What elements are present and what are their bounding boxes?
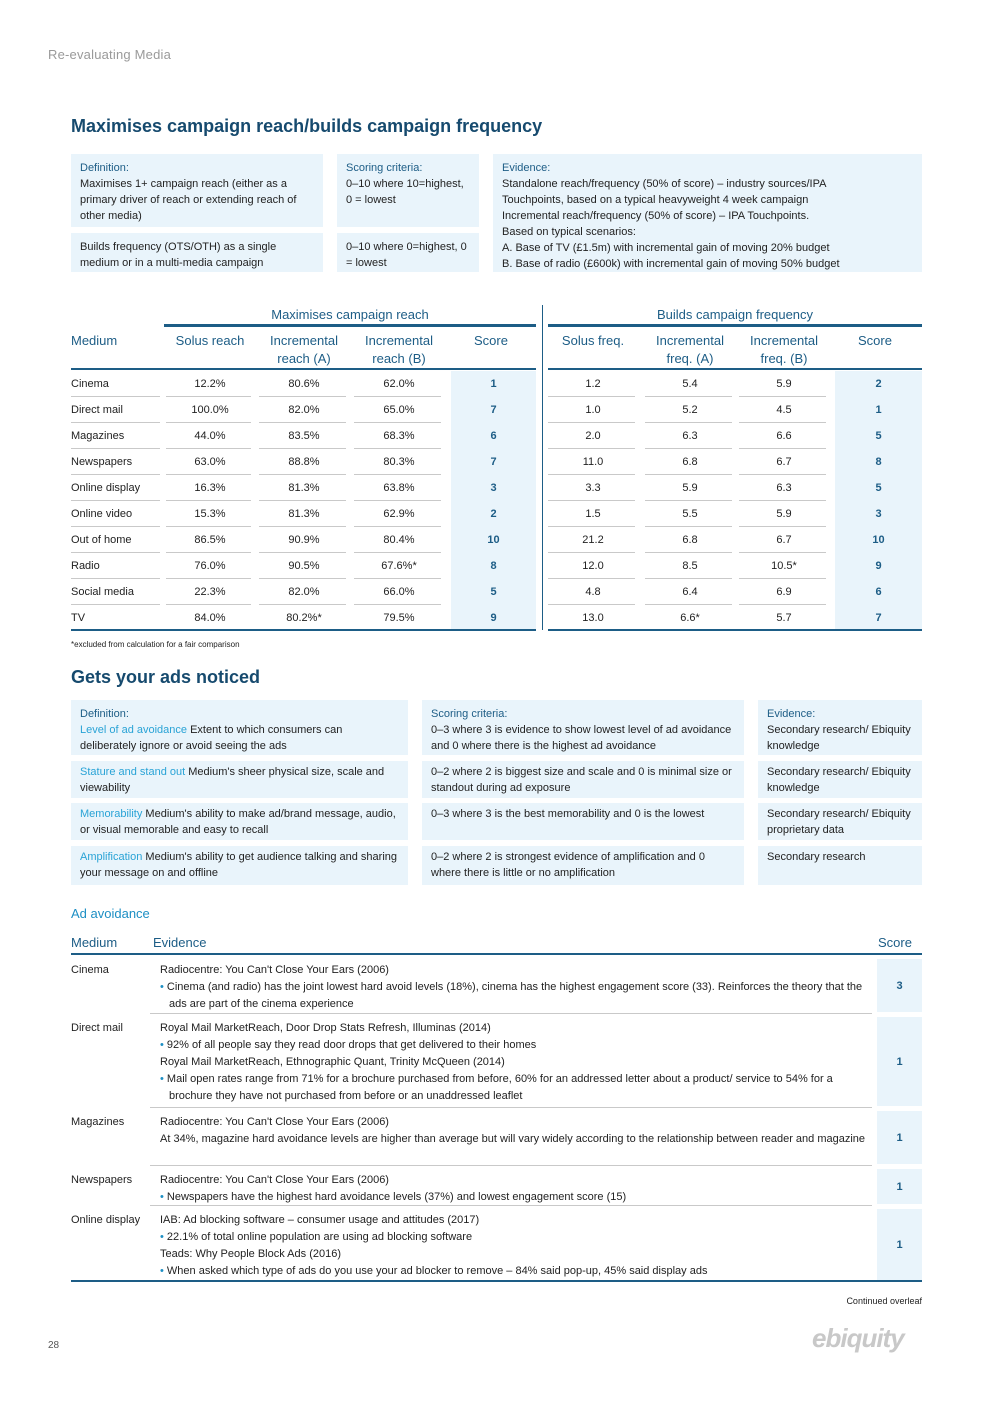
col-header-incr-freq-a: Incremental freq. (A)	[656, 333, 724, 366]
criteria-evidence: Secondary research	[767, 851, 866, 863]
cell-incr-reach-a: 80.2%*	[286, 612, 322, 624]
cell-solus-reach: 76.0%	[194, 560, 226, 572]
scoring-box-1	[337, 154, 479, 227]
cell-incr-reach-a: 81.3%	[288, 482, 320, 494]
evidence-row	[71, 957, 922, 1012]
evidence-row	[71, 1109, 922, 1164]
cell-freq-score: 3	[835, 501, 922, 527]
running-header: Re-evaluating Media	[48, 47, 172, 62]
cell-freq-score: 7	[835, 605, 922, 631]
row-evidence	[160, 1172, 870, 1206]
evidence-bullet: • 92% of all people say they read door drops that get delivered to their homes	[160, 1037, 870, 1054]
evidence-line: Touchpoints, based on a typical heavyweight 4 week campaign	[502, 194, 809, 206]
evidence-label: Evidence:	[502, 162, 551, 174]
criteria-scoring: 0–3 where 3 is the best memorability and 0 is the lowest	[431, 808, 705, 820]
evidence-source: Royal Mail MarketReach, Door Drop Stats Refresh, Illuminas (2014)	[160, 1022, 491, 1034]
continued-note: Continued overleaf	[846, 1296, 922, 1306]
criteria-term: Memorability	[80, 808, 143, 820]
table-row	[71, 371, 922, 397]
cell-solus-freq: 1.5	[585, 508, 601, 520]
cell-incr-reach-b: 67.6%*	[381, 560, 417, 572]
evidence-row	[71, 1167, 922, 1204]
row-rule	[150, 1205, 872, 1206]
cell-incr-reach-b: 66.0%	[383, 586, 415, 598]
criteria-text: Medium's sheer physical size, scale and viewability	[80, 766, 385, 794]
cell-incr-reach-a: 82.0%	[288, 404, 320, 416]
t2-col-header-medium: Medium	[71, 935, 118, 950]
table-row	[71, 553, 922, 579]
row-medium: Direct mail	[71, 1022, 123, 1034]
cell-medium: Magazines	[71, 430, 125, 442]
cell-incr-freq-b: 5.7	[776, 612, 792, 624]
cell-solus-reach: 86.5%	[194, 534, 226, 546]
cell-medium: Social media	[71, 586, 134, 598]
table-row	[71, 579, 922, 605]
cell-reach-score: 2	[451, 501, 536, 527]
criteria-scoring: 0–2 where 2 is biggest size and scale and 0 is minimal size or standout during ad exposure	[431, 766, 732, 794]
scoring-box-2	[337, 233, 479, 272]
table-row	[71, 605, 922, 631]
cell-incr-reach-a: 80.6%	[288, 378, 320, 390]
table-bottom-rule	[548, 629, 922, 631]
cell-solus-reach: 44.0%	[194, 430, 226, 442]
evidence-source: IAB: Ad blocking software – consumer usage and attitudes (2017)	[160, 1214, 480, 1226]
cell-medium: Online video	[71, 508, 133, 520]
table-row	[71, 527, 922, 553]
row-medium: Cinema	[71, 964, 109, 976]
cell-medium: TV	[71, 612, 86, 624]
criteria-definition	[80, 764, 399, 796]
row-medium: Newspapers	[71, 1174, 133, 1186]
evidence-bullet: • Newspapers have the highest hard avoidance levels (37%) and lowest engagement score (15)	[160, 1189, 870, 1206]
cell-reach-score: 1	[451, 371, 536, 397]
cell-incr-reach-b: 63.8%	[383, 482, 415, 494]
section-title-reach: Maximises campaign reach/builds campaign frequency	[71, 116, 543, 136]
definition-label: Definition:	[80, 162, 129, 174]
col-header-incr-freq-b: Incremental freq. (B)	[750, 333, 818, 366]
cell-solus-reach: 16.3%	[194, 482, 226, 494]
cell-freq-score: 10	[835, 527, 922, 553]
evidence-line: B. Base of radio (£600k) with incremental gain of moving 50% budget	[502, 258, 840, 270]
cell-incr-freq-b: 5.9	[776, 508, 792, 520]
evidence-line: Incremental reach/frequency (50% of score) – IPA Touchpoints.	[502, 210, 810, 222]
row-rule	[150, 1013, 872, 1014]
t2-col-header-evidence: Evidence	[153, 935, 207, 950]
cell-solus-freq: 1.2	[585, 378, 601, 390]
cell-incr-freq-b: 6.7	[776, 456, 792, 468]
criteria-evidence-box	[758, 700, 922, 755]
cell-incr-freq-a: 5.4	[682, 378, 698, 390]
cell-solus-reach: 63.0%	[194, 456, 226, 468]
cell-medium: Direct mail	[71, 404, 123, 416]
evidence-source: Royal Mail MarketReach, Ethnographic Quant, Trinity McQueen (2014)	[160, 1056, 505, 1068]
cell-incr-reach-b: 80.3%	[383, 456, 415, 468]
table-row	[71, 423, 922, 449]
criteria-scoring-box	[422, 761, 744, 798]
row-score: 1	[877, 1209, 922, 1280]
definition-text-2: Builds frequency (OTS/OTH) as a single medium or in a multi-media campaign	[80, 241, 277, 269]
table-bottom-rule	[71, 629, 536, 631]
definition-text-1: Maximises 1+ campaign reach (either as a primary driver of reach or extending reach of other media)	[80, 178, 297, 222]
cell-freq-score: 2	[835, 371, 922, 397]
evidence-box	[493, 154, 922, 272]
criteria-scoring-box	[422, 846, 744, 885]
evidence-line: A. Base of TV (£1.5m) with incremental gain of moving 20% budget	[502, 242, 830, 254]
cell-incr-freq-a: 6.6*	[680, 612, 700, 624]
t2-col-header-score: Score	[878, 935, 912, 950]
cell-solus-freq: 11.0	[582, 456, 604, 468]
cell-solus-freq: 3.3	[585, 482, 601, 494]
cell-medium: Online display	[71, 482, 141, 494]
section-title-noticed: Gets your ads noticed	[71, 667, 261, 687]
cell-medium: Out of home	[71, 534, 132, 546]
t2-bottom-rule	[71, 1280, 922, 1282]
evidence-row	[71, 1207, 922, 1280]
criteria-term: Level of ad avoidance	[80, 724, 188, 736]
cell-freq-score: 6	[835, 579, 922, 605]
cell-incr-freq-a: 8.5	[682, 560, 698, 572]
cell-medium: Cinema	[71, 378, 109, 390]
cell-freq-score: 9	[835, 553, 922, 579]
cell-incr-freq-a: 6.8	[682, 534, 698, 546]
cell-medium: Radio	[71, 560, 100, 572]
table-row	[71, 449, 922, 475]
cell-incr-reach-a: 90.9%	[288, 534, 320, 546]
cell-reach-score: 9	[451, 605, 536, 631]
col-header-medium: Medium	[71, 333, 118, 348]
cell-incr-reach-b: 65.0%	[383, 404, 415, 416]
criteria-scoring: 0–3 where 3 is evidence to show lowest level of ad avoidance and 0 where there is the highest ad avoidance	[431, 724, 732, 752]
col-header-score-freq: Score	[858, 333, 892, 348]
col-header-incr-reach-b: Incremental reach (B)	[365, 333, 433, 366]
group-header-reach: Maximises campaign reach	[164, 307, 536, 327]
cell-solus-freq: 21.2	[582, 534, 604, 546]
criteria-term: Stature and stand out	[80, 766, 186, 778]
cell-incr-freq-b: 6.9	[776, 586, 792, 598]
criteria-definition-box	[71, 846, 408, 885]
row-score: 3	[877, 959, 922, 1012]
definition-box-1	[71, 154, 323, 227]
cell-incr-freq-a: 5.2	[682, 404, 698, 416]
definition-box-2	[71, 233, 323, 272]
header-rule	[71, 368, 536, 370]
cell-freq-score: 8	[835, 449, 922, 475]
cell-solus-freq: 12.0	[582, 560, 604, 572]
group-header-frequency: Builds campaign frequency	[548, 307, 922, 327]
col-header-solus-reach: Solus reach	[175, 333, 245, 348]
row-rule	[150, 1165, 872, 1166]
evidence-source: Radiocentre: You Can't Close Your Ears (2006)	[160, 1116, 389, 1128]
cell-solus-reach: 22.3%	[194, 586, 226, 598]
cell-reach-score: 6	[451, 423, 536, 449]
page-number: 28	[48, 1340, 60, 1351]
cell-solus-reach: 12.2%	[194, 378, 226, 390]
criteria-definition	[80, 849, 399, 881]
cell-incr-reach-b: 62.9%	[383, 508, 415, 520]
evidence-bullet: • 22.1% of total online population are using ad blocking software	[160, 1229, 870, 1246]
row-score: 1	[877, 1017, 922, 1106]
cell-incr-reach-b: 68.3%	[383, 430, 415, 442]
evidence-line: Standalone reach/frequency (50% of score) – industry sources/IPA	[502, 178, 827, 190]
criteria-text: Medium's ability to get audience talking and sharing your message on and offline	[80, 851, 398, 879]
evidence-bullet: • When asked which type of ads do you use your ad blocker to remove – 84% said pop-up, 45% said display ads	[160, 1263, 870, 1280]
cell-incr-freq-a: 5.9	[682, 482, 698, 494]
cell-freq-score: 1	[835, 397, 922, 423]
criteria-definition-box	[71, 700, 408, 755]
cell-incr-freq-b: 10.5*	[771, 560, 797, 572]
row-medium: Online display	[71, 1214, 141, 1226]
cell-incr-freq-b: 6.7	[776, 534, 792, 546]
evidence-row	[71, 1015, 922, 1106]
cell-solus-reach: 84.0%	[194, 612, 226, 624]
criteria-text: Extent to which consumers can deliberately ignore or avoid seeing the ads	[80, 724, 343, 752]
col-header-solus-freq: Solus freq.	[561, 333, 625, 348]
row-rule	[150, 1107, 872, 1108]
cell-reach-score: 3	[451, 475, 536, 501]
definition-label: Definition:	[80, 708, 129, 720]
evidence-bullet: • Mail open rates range from 71% for a brochure purchased from before, 60% for an addressed letter about a product/ service to 54% for a brochure they have not purchased from before or an unaddressed leaflet	[160, 1071, 870, 1105]
evidence-source: Radiocentre: You Can't Close Your Ears (2006)	[160, 964, 389, 976]
scoring-label: Scoring criteria:	[346, 162, 423, 174]
cell-incr-reach-a: 82.0%	[288, 586, 320, 598]
cell-incr-reach-b: 80.4%	[383, 534, 415, 546]
table-row	[71, 475, 922, 501]
cell-freq-score: 5	[835, 423, 922, 449]
row-evidence	[160, 1212, 870, 1280]
criteria-text: Medium's ability to make ad/brand message, audio, or visual memorable and easy to recall	[80, 808, 396, 836]
criteria-definition	[80, 806, 399, 838]
criteria-term: Amplification	[80, 851, 143, 863]
criteria-scoring-box	[422, 803, 744, 840]
evidence-line: Based on typical scenarios:	[502, 226, 636, 238]
cell-solus-freq: 2.0	[585, 430, 601, 442]
cell-solus-reach: 100.0%	[191, 404, 229, 416]
cell-incr-freq-a: 5.5	[682, 508, 698, 520]
criteria-evidence: Secondary research/ Ebiquity knowledge	[767, 766, 911, 794]
row-score: 1	[877, 1111, 922, 1164]
t2-header-rule	[71, 953, 922, 955]
cell-reach-score: 7	[451, 449, 536, 475]
criteria-definition	[80, 722, 399, 754]
subsection-title: Ad avoidance	[71, 906, 150, 921]
evidence-source: At 34%, magazine hard avoidance levels are higher than average but will vary widely according to the relationship between reader and magazine	[160, 1133, 866, 1145]
evidence-source: Radiocentre: You Can't Close Your Ears (2006)	[160, 1174, 389, 1186]
cell-reach-score: 5	[451, 579, 536, 605]
cell-reach-score: 10	[451, 527, 536, 553]
criteria-definition-box	[71, 761, 408, 798]
scoring-text-2: 0–10 where 0=highest, 0 = lowest	[346, 241, 467, 269]
row-evidence	[160, 1114, 870, 1148]
cell-incr-reach-b: 79.5%	[383, 612, 415, 624]
table-footnote: *excluded from calculation for a fair comparison	[71, 640, 240, 649]
criteria-evidence: Secondary research/ Ebiquity knowledge	[767, 724, 911, 752]
cell-incr-freq-b: 5.9	[776, 378, 792, 390]
criteria-scoring: 0–2 where 2 is strongest evidence of amplification and 0 where there is little or no amplification	[431, 851, 705, 879]
cell-incr-freq-b: 6.6	[776, 430, 792, 442]
row-score: 1	[877, 1169, 922, 1204]
cell-solus-reach: 15.3%	[194, 508, 226, 520]
criteria-evidence-box	[758, 846, 922, 885]
col-header-incr-reach-a: Incremental reach (A)	[270, 333, 338, 366]
table-row	[71, 397, 922, 423]
table-row	[71, 501, 922, 527]
criteria-evidence-box	[758, 803, 922, 840]
cell-incr-freq-a: 6.8	[682, 456, 698, 468]
cell-incr-reach-a: 88.8%	[288, 456, 320, 468]
cell-reach-score: 7	[451, 397, 536, 423]
cell-solus-freq: 1.0	[585, 404, 601, 416]
scoring-text-1: 0–10 where 10=highest, 0 = lowest	[346, 178, 464, 206]
cell-incr-freq-b: 6.3	[776, 482, 792, 494]
header-rule	[548, 368, 922, 370]
evidence-source: Teads: Why People Block Ads (2016)	[160, 1248, 341, 1260]
evidence-bullet: • Cinema (and radio) has the joint lowest hard avoid levels (18%), cinema has the highest engagement score (33). Reinforces the theory that the ads are part of the cinema experience	[160, 979, 870, 1013]
col-header-score-reach: Score	[474, 333, 508, 348]
row-evidence	[160, 1020, 870, 1105]
cell-incr-reach-b: 62.0%	[383, 378, 415, 390]
cell-reach-score: 8	[451, 553, 536, 579]
cell-incr-reach-a: 90.5%	[288, 560, 320, 572]
cell-incr-freq-b: 4.5	[776, 404, 792, 416]
criteria-definition-box	[71, 803, 408, 840]
criteria-evidence-box	[758, 761, 922, 798]
cell-incr-reach-a: 81.3%	[288, 508, 320, 520]
cell-medium: Newspapers	[71, 456, 133, 468]
scoring-label: Scoring criteria:	[431, 708, 508, 720]
criteria-scoring-box	[422, 700, 744, 755]
ebiquity-logo: ebiquity	[812, 1323, 904, 1353]
cell-freq-score: 5	[835, 475, 922, 501]
cell-solus-freq: 4.8	[585, 586, 601, 598]
row-medium: Magazines	[71, 1116, 125, 1128]
cell-solus-freq: 13.0	[582, 612, 604, 624]
cell-incr-reach-a: 83.5%	[288, 430, 320, 442]
criteria-evidence: Secondary research/ Ebiquity proprietary data	[767, 808, 911, 836]
evidence-label: Evidence:	[767, 708, 816, 720]
cell-incr-freq-a: 6.3	[682, 430, 698, 442]
row-evidence	[160, 962, 870, 1013]
cell-incr-freq-a: 6.4	[682, 586, 698, 598]
